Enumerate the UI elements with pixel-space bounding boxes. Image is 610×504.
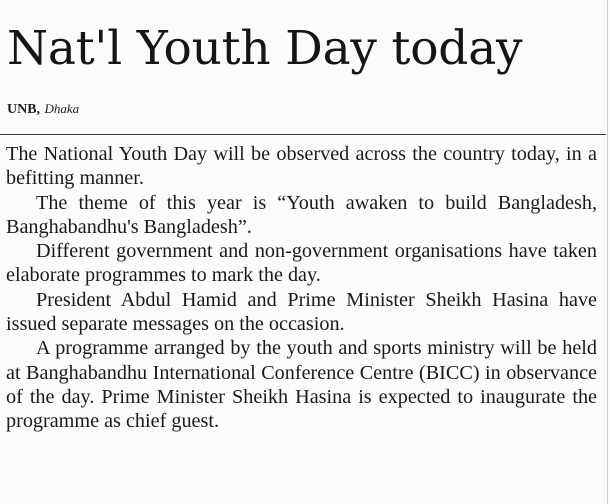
article-paragraph: President Abdul Hamid and Prime Minister Sheikh Hasina have issued separate messages on the occasion.: [6, 288, 597, 336]
article-paragraph: A programme arranged by the youth and sports ministry will be held at Banghabandhu International Conference Centre (BICC) in observance of the day. Prime Minister Sheikh Hasina is expected to inaugurate the programme as chief guest.: [6, 337, 597, 433]
article-body: [6, 142, 597, 434]
article-paragraph: The theme of this year is “Youth awaken to build Bangladesh, Banghabandhu's Bangladesh”.: [6, 191, 597, 238]
byline: [7, 100, 79, 119]
column-edge-rule: [607, 0, 608, 504]
article-paragraph: The National Youth Day will be observed across the country today, in a befitting manner.: [6, 143, 597, 190]
byline-divider: [0, 134, 606, 135]
headline: Nat'l Youth Day today: [7, 21, 523, 76]
news-agency: UNB,: [7, 102, 41, 117]
article-paragraph: Different government and non-government organisations have taken elaborate programmes to mark the day.: [6, 240, 597, 287]
dateline: Dhaka: [44, 101, 80, 116]
